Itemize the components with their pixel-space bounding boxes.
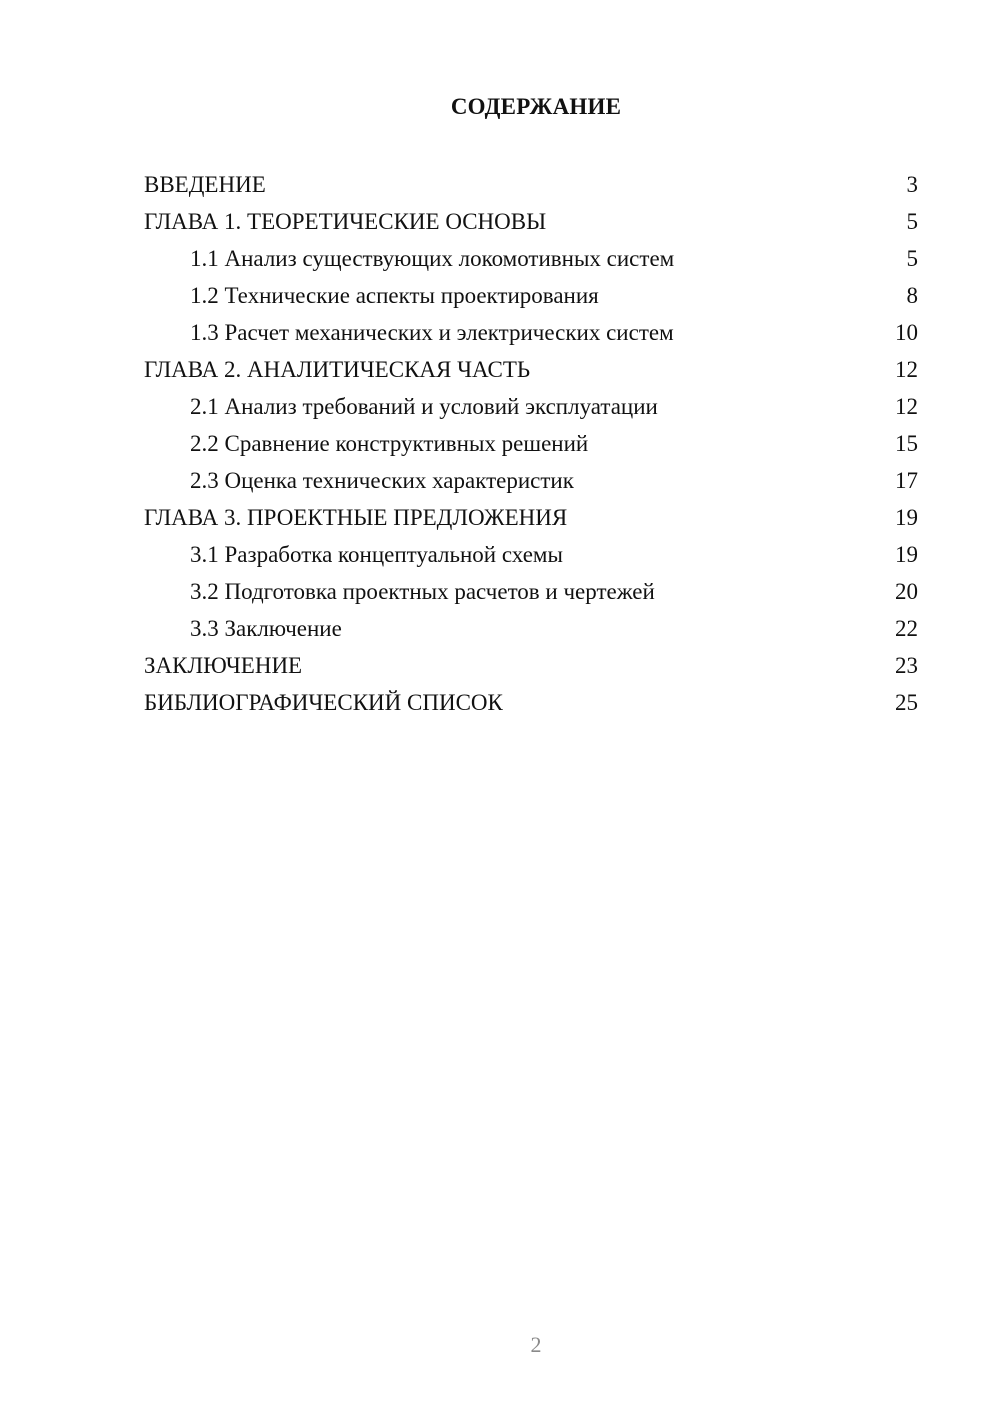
toc-entry-page: 12	[895, 394, 918, 419]
toc-entry-page: 5	[906, 209, 918, 234]
toc-entry-page: 3	[906, 172, 918, 197]
toc-entry-page: 15	[895, 431, 918, 456]
toc-entry-page: 25	[895, 690, 918, 715]
toc-entry-section-3-3[interactable]	[144, 612, 918, 649]
toc-entry-chapter-1[interactable]	[144, 205, 918, 242]
page-number: 2	[530, 1332, 542, 1357]
toc-entry-section-3-2[interactable]	[144, 575, 918, 612]
toc-entry-label: ЗАКЛЮЧЕНИЕ	[144, 653, 303, 678]
toc-entry-label: ГЛАВА 1. ТЕОРЕТИЧЕСКИЕ ОСНОВЫ	[144, 209, 547, 234]
toc-entry-page: 8	[906, 283, 918, 308]
toc-entry-label: 2.1 Анализ требований и условий эксплуатации	[190, 394, 658, 419]
toc-entry-page: 20	[895, 579, 918, 604]
toc-entry-bibliography[interactable]	[144, 686, 918, 723]
toc-entry-label: ГЛАВА 3. ПРОЕКТНЫЕ ПРЕДЛОЖЕНИЯ	[144, 505, 568, 530]
toc-entry-page: 10	[895, 320, 918, 345]
toc-entry-page: 22	[895, 616, 918, 641]
toc-entry-page: 5	[906, 246, 918, 271]
toc-entry-label: 1.3 Расчет механических и электрических систем	[190, 320, 674, 345]
toc-entry-section-3-1[interactable]	[144, 538, 918, 575]
table-of-contents	[144, 168, 918, 723]
toc-entry-label: 3.1 Разработка концептуальной схемы	[190, 542, 563, 567]
toc-entry-label: ГЛАВА 2. АНАЛИТИЧЕСКАЯ ЧАСТЬ	[144, 357, 531, 382]
toc-entry-conclusion[interactable]	[144, 649, 918, 686]
toc-entry-label: 2.2 Сравнение конструктивных решений	[190, 431, 589, 456]
toc-entry-page: 12	[895, 357, 918, 382]
toc-entry-label: ВВЕДЕНИЕ	[144, 172, 266, 197]
toc-entry-section-1-1[interactable]	[144, 242, 918, 279]
toc-entry-chapter-3[interactable]	[144, 501, 918, 538]
toc-entry-label: 3.2 Подготовка проектных расчетов и чертежей	[190, 579, 655, 604]
toc-entry-page: 17	[895, 468, 918, 493]
toc-entry-chapter-2[interactable]	[144, 353, 918, 390]
toc-entry-label: БИБЛИОГРАФИЧЕСКИЙ СПИСОК	[144, 690, 503, 715]
toc-entry-label: 3.3 Заключение	[190, 616, 342, 641]
toc-entry-page: 19	[895, 542, 918, 567]
toc-entry-label: 1.2 Технические аспекты проектирования	[190, 283, 599, 308]
toc-entry-page: 19	[895, 505, 918, 530]
toc-entry-section-2-1[interactable]	[144, 390, 918, 427]
toc-entry-page: 23	[895, 653, 918, 678]
toc-entry-introduction[interactable]	[144, 168, 918, 205]
toc-entry-section-2-3[interactable]	[144, 464, 918, 501]
toc-entry-label: 2.3 Оценка технических характеристик	[190, 468, 574, 493]
toc-entry-section-1-3[interactable]	[144, 316, 918, 353]
toc-entry-label: 1.1 Анализ существующих локомотивных систем	[190, 246, 675, 271]
page-title: СОДЕРЖАНИЕ	[450, 94, 622, 119]
toc-entry-section-2-2[interactable]	[144, 427, 918, 464]
toc-entry-section-1-2[interactable]	[144, 279, 918, 316]
